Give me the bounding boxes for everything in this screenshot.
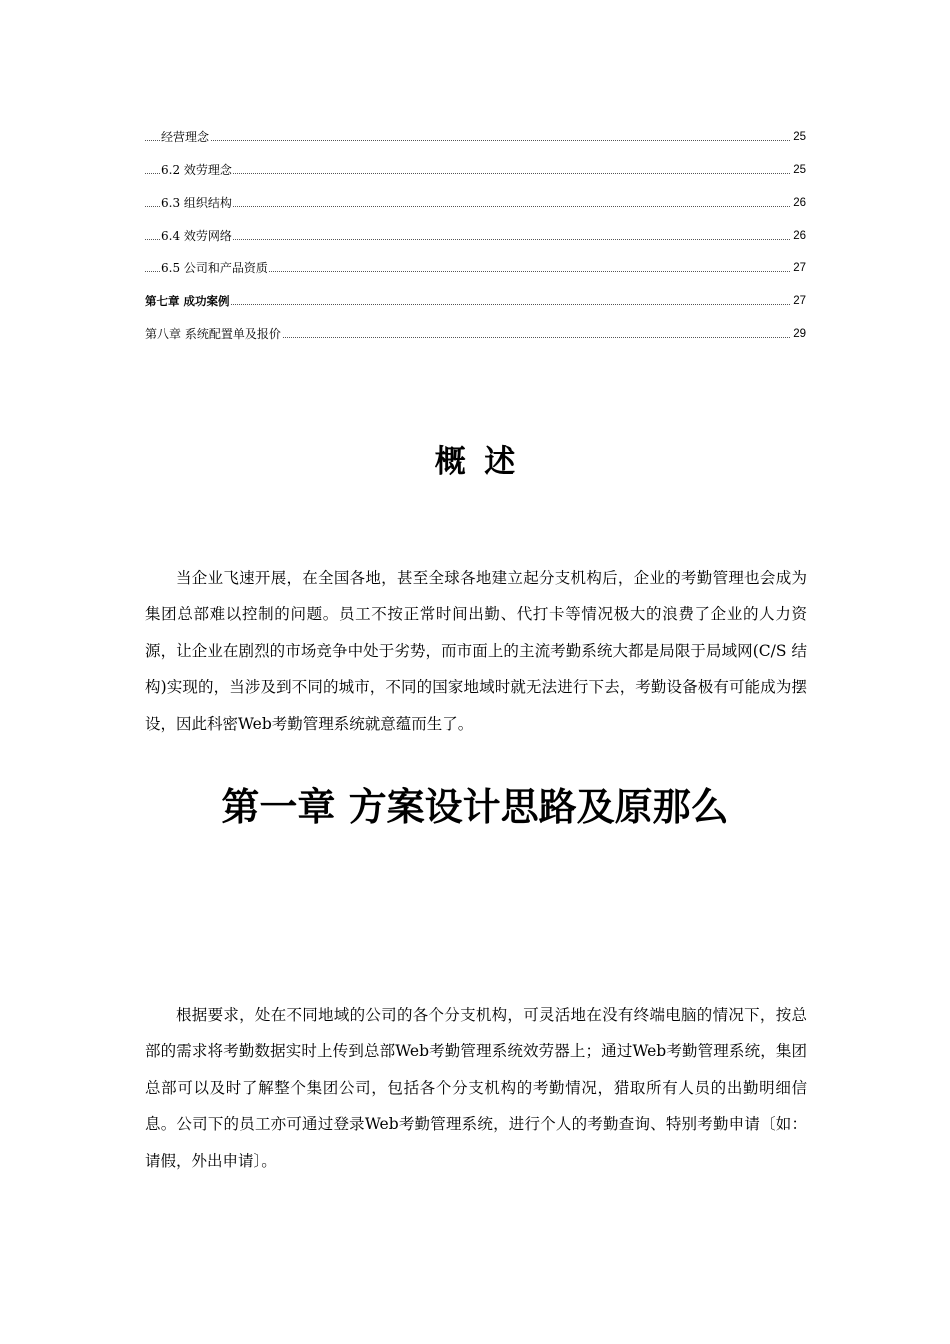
toc-item-page: 26 xyxy=(790,226,806,246)
toc-item-qualifications[interactable] xyxy=(0,258,950,278)
overview-heading: 概述 xyxy=(434,444,534,480)
toc-item-label: 经营理念 xyxy=(161,127,210,147)
toc-item-chapter8[interactable] xyxy=(0,324,950,344)
toc-leader xyxy=(145,193,790,207)
toc-leader xyxy=(145,226,790,240)
toc-item-label: 6.2 效劳理念 xyxy=(161,160,233,180)
toc-item-page: 27 xyxy=(790,258,806,278)
toc-item-label: 第七章 成功案例 xyxy=(145,291,231,311)
toc-item-chapter7[interactable] xyxy=(0,291,950,311)
toc-item-page: 26 xyxy=(790,193,806,213)
toc-item-page: 25 xyxy=(790,160,806,180)
toc-item-label: 6.3 组织结构 xyxy=(161,193,233,213)
toc-leader xyxy=(145,160,790,174)
toc-item-organization[interactable] xyxy=(0,193,950,213)
toc-item-label: 6.5 公司和产品资质 xyxy=(161,258,269,278)
toc-leader xyxy=(145,127,790,141)
toc-item-page: 29 xyxy=(790,324,806,344)
toc-leader xyxy=(145,291,790,305)
toc-item-operating-philosophy[interactable] xyxy=(0,127,950,147)
chapter1-heading: 第一章 方案设计思路及原那么 xyxy=(221,784,729,829)
toc-item-label: 6.4 效劳网络 xyxy=(161,226,233,246)
overview-paragraph: 当企业飞速开展，在全国各地，甚至全球各地建立起分支机构后，企业的考勤管理也会成为集团总部难以控制的问题。员工不按正常时间出勤、代打卡等情况极大的浪费了企业的人力资源，让企业在剧烈的市场竞争中处于劣势，而市面上的主流考勤系统大都是局限于局域网(C/S 结构)实现的，当涉及到不同的城市，不同的国家地域时就无法进行下去，考勤设备极有可能成为摆设，因此科密Web考勤管理系统就意蕴而生了。 xyxy=(145,569,807,733)
toc-item-page: 25 xyxy=(790,127,806,147)
toc-item-service-network[interactable] xyxy=(0,226,950,246)
toc-item-service-philosophy[interactable] xyxy=(0,160,950,180)
chapter1-paragraph: 根据要求，处在不同地域的公司的各个分支机构，可灵活地在没有终端电脑的情况下，按总部的需求将考勤数据实时上传到总部Web考勤管理系统效劳器上；通过Web考勤管理系统，集团总部可以及时了解整个集团公司，包括各个分支机构的考勤情况，猎取所有人员的出勤明细信息。公司下的员工亦可通过登录Web考勤管理系统，进行个人的考勤查询、特别考勤申请〔如：请假，外出申请〕。 xyxy=(145,1006,807,1170)
toc-item-label: 第八章 系统配置单及报价 xyxy=(145,324,282,344)
toc-item-page: 27 xyxy=(790,291,806,311)
